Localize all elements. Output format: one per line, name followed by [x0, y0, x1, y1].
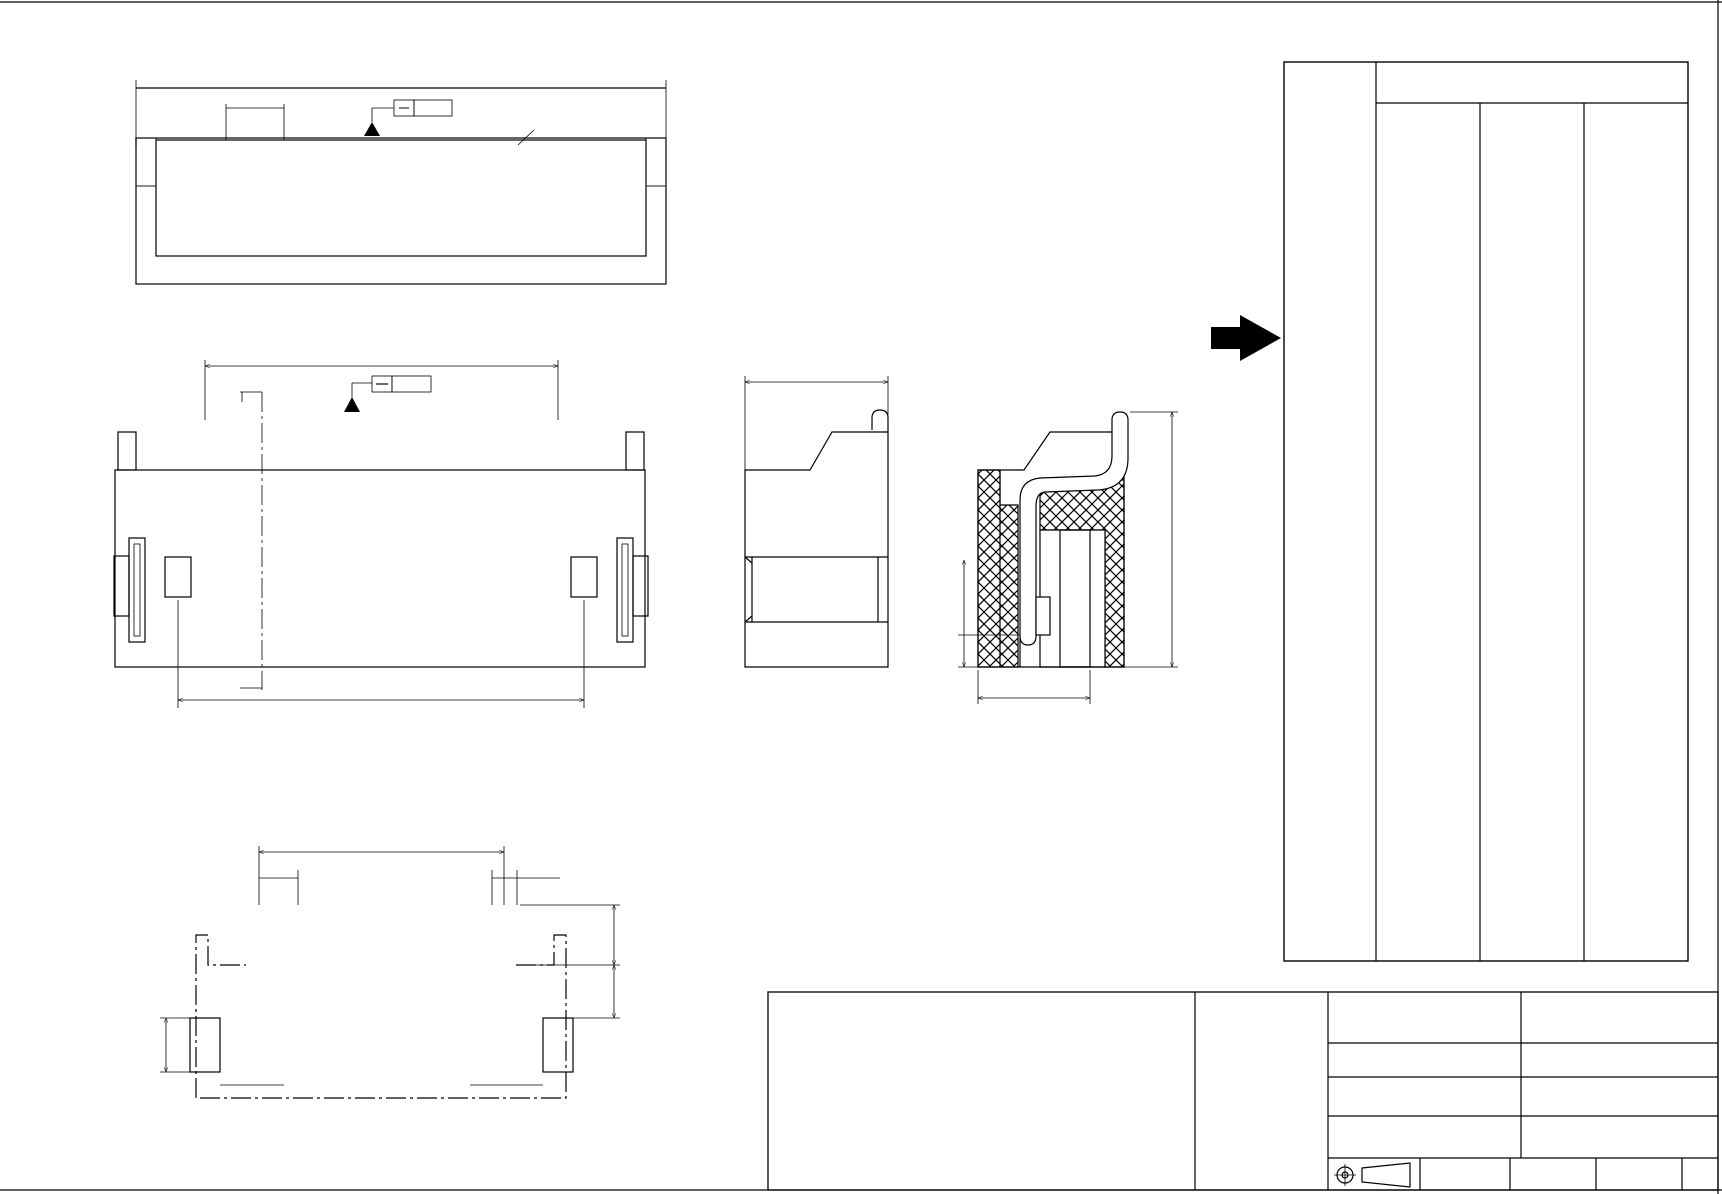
side-view: [745, 376, 888, 667]
pcb-layout: [160, 846, 620, 1098]
top-view: [136, 80, 666, 284]
dimensions-table: [1284, 62, 1688, 961]
highlight-arrow-icon: [1211, 315, 1281, 361]
title-block: [768, 992, 1718, 1190]
front-view: [114, 360, 648, 708]
section-view: [958, 412, 1178, 704]
projection-symbol-icon: [1362, 1163, 1410, 1187]
